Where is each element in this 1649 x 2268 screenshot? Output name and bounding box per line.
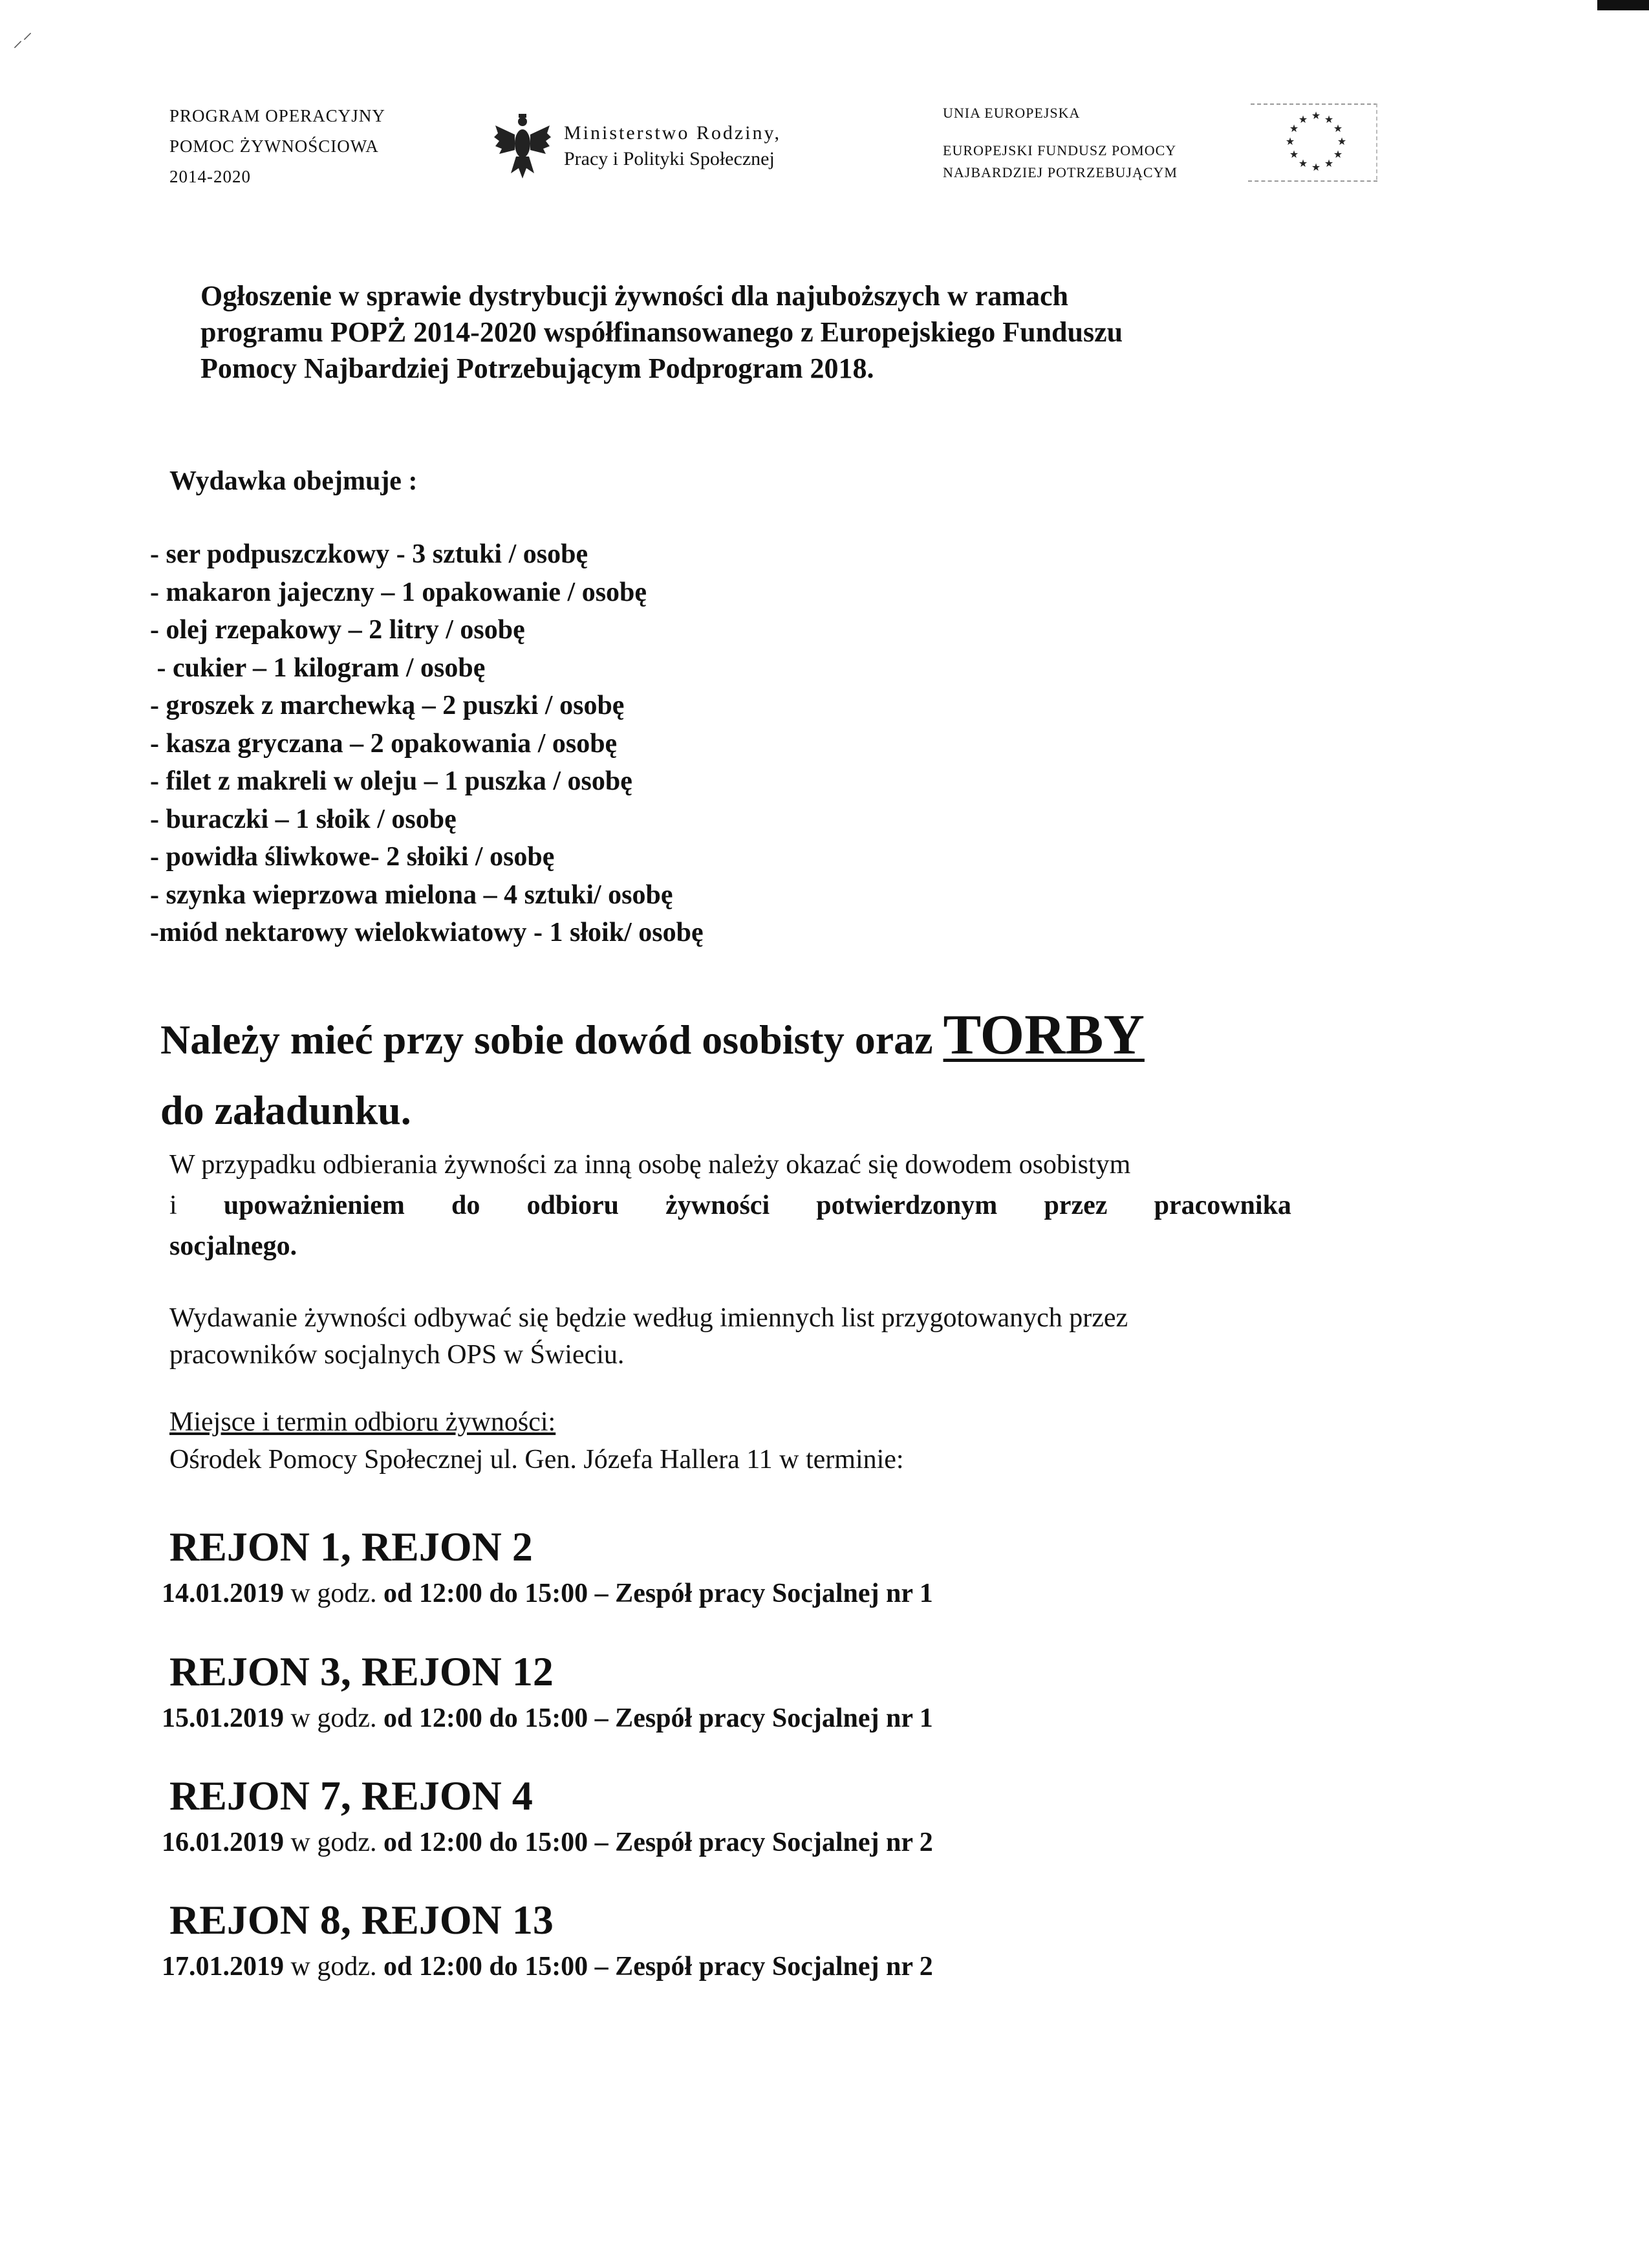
paragraph-line: pracowników socjalnych OPS w Świeciu. xyxy=(169,1340,625,1370)
svg-text:★: ★ xyxy=(1324,113,1334,125)
schedule-hours: od 12:00 do 15:00 – Zespół pracy Socjalnej nr 1 xyxy=(383,1703,933,1733)
food-item: - cukier – 1 kilogram / osobę xyxy=(150,653,486,683)
svg-text:★: ★ xyxy=(1311,109,1321,122)
scan-speck: ⸝⸍ xyxy=(13,30,32,51)
word: przez xyxy=(1044,1191,1108,1220)
schedule-mid: w godz. xyxy=(284,1579,383,1608)
schedule-date-line xyxy=(162,1827,933,1858)
food-item: - olej rzepakowy – 2 litry / osobę xyxy=(150,615,525,645)
title-line: programu POPŻ 2014-2020 współfinansowanego z Europejskiego Funduszu xyxy=(200,316,1123,348)
schedule-hours: od 12:00 do 15:00 – Zespół pracy Socjalnej nr 1 xyxy=(383,1579,933,1608)
ministry-line: Ministerstwo Rodziny, xyxy=(564,122,782,144)
program-line: 2014-2020 xyxy=(169,167,251,186)
title-line: Ogłoszenie w sprawie dystrybucji żywności dla najuboższych w ramach xyxy=(200,280,1068,312)
ministry-line: Pracy i Polityki Społecznej xyxy=(564,148,775,169)
schedule-date: 15.01.2019 xyxy=(162,1703,284,1733)
program-header xyxy=(169,101,473,192)
word: pracownika xyxy=(1154,1191,1291,1220)
word: do xyxy=(451,1191,480,1220)
eu-fund-line: NAJBARDZIEJ POTRZEBUJĄCYM xyxy=(943,164,1178,180)
program-line: POMOC ŻYWNOŚCIOWA xyxy=(169,136,379,156)
title-line: Pomocy Najbardziej Potrzebującym Podprogram 2018. xyxy=(200,352,874,384)
word: odbioru xyxy=(526,1191,619,1220)
schedule-date: 17.01.2019 xyxy=(162,1952,284,1982)
eu-flag xyxy=(1248,102,1377,183)
food-item: - makaron jajeczny – 1 opakowanie / osobę xyxy=(150,577,647,607)
food-item: - buraczki – 1 słoik / osobę xyxy=(150,804,457,834)
svg-text:★: ★ xyxy=(1324,157,1334,169)
issue-label: Wydawka obejmuje : xyxy=(169,466,418,496)
food-item: - powidła śliwkowe- 2 słoiki / osobę xyxy=(150,842,555,872)
svg-text:★: ★ xyxy=(1337,135,1347,147)
notice-continuation: do załadunku. xyxy=(160,1087,411,1133)
paragraph-line: Wydawanie żywności odbywać się będzie według imiennych list przygotowanych przez xyxy=(169,1303,1128,1333)
paragraph-line: W przypadku odbierania żywności za inną osobę należy okazać się dowodem osobistym xyxy=(169,1150,1131,1180)
food-items-list xyxy=(150,535,704,952)
schedule-mid: w godz. xyxy=(284,1703,383,1733)
schedule-regions: REJON 3, REJON 12 xyxy=(169,1648,554,1694)
scan-corner-mark xyxy=(1597,0,1649,10)
svg-text:★: ★ xyxy=(1311,161,1321,173)
schedule-regions: REJON 7, REJON 4 xyxy=(169,1773,533,1819)
paragraph-line-justified xyxy=(169,1185,1291,1226)
place-address: Ośrodek Pomocy Społecznej ul. Gen. Józefa Hallera 11 w terminie: xyxy=(169,1445,904,1474)
eu-fund-line: EUROPEJSKI FUNDUSZ POMOCY xyxy=(943,142,1177,158)
svg-text:★: ★ xyxy=(1333,122,1343,135)
notice-text: Należy mieć przy sobie dowód osobisty oraz xyxy=(160,1017,943,1063)
announcement-title xyxy=(200,278,1364,387)
eu-header xyxy=(943,102,1260,184)
schedule-mid: w godz. xyxy=(284,1828,383,1857)
word: upoważnieniem xyxy=(223,1191,405,1220)
svg-text:★: ★ xyxy=(1289,148,1299,160)
food-item: - groszek z marchewką – 2 puszki / osobę xyxy=(150,691,625,720)
schedule-date-line xyxy=(162,1578,933,1609)
ministry-name xyxy=(564,120,874,172)
svg-text:★: ★ xyxy=(1333,148,1343,160)
eu-union-label: UNIA EUROPEJSKA xyxy=(943,105,1081,121)
food-item: -miód nektarowy wielokwiatowy - 1 słoik/ osobę xyxy=(150,918,704,947)
schedule-mid: w godz. xyxy=(284,1952,383,1982)
schedule-regions: REJON 8, REJON 13 xyxy=(169,1897,554,1943)
schedule-hours: od 12:00 do 15:00 – Zespół pracy Socjalnej nr 2 xyxy=(383,1828,933,1857)
lists-paragraph xyxy=(169,1300,1128,1374)
svg-text:★: ★ xyxy=(1298,157,1308,169)
schedule-regions: REJON 1, REJON 2 xyxy=(169,1524,533,1570)
word: i xyxy=(169,1191,177,1220)
id-and-bags-notice xyxy=(160,1002,1145,1068)
svg-text:★: ★ xyxy=(1298,113,1308,125)
food-item: - filet z makreli w oleju – 1 puszka / osobę xyxy=(150,766,632,796)
program-line: PROGRAM OPERACYJNY xyxy=(169,106,385,125)
food-item: - kasza gryczana – 2 opakowania / osobę xyxy=(150,728,618,759)
bags-emphasis: TORBY xyxy=(943,1004,1145,1066)
schedule-date-line xyxy=(162,1703,933,1734)
word: potwierdzonym xyxy=(816,1191,998,1220)
proxy-pickup-paragraph xyxy=(169,1145,1366,1267)
schedule-date: 14.01.2019 xyxy=(162,1579,284,1608)
svg-text:★: ★ xyxy=(1285,135,1295,147)
eu-star-circle-icon xyxy=(1280,107,1352,178)
paragraph-line: socjalnego. xyxy=(169,1231,297,1261)
polish-eagle-emblem-icon xyxy=(493,111,552,182)
food-item: - ser podpuszczkowy - 3 sztuki / osobę xyxy=(150,539,588,569)
place-label: Miejsce i termin odbioru żywności: xyxy=(169,1407,556,1437)
schedule-date-line xyxy=(162,1951,933,1982)
food-item: - szynka wieprzowa mielona – 4 sztuki/ osobę xyxy=(150,880,673,910)
svg-text:★: ★ xyxy=(1289,122,1299,135)
schedule-date: 16.01.2019 xyxy=(162,1828,284,1857)
word: żywności xyxy=(665,1191,770,1220)
schedule-hours: od 12:00 do 15:00 – Zespół pracy Socjalnej nr 2 xyxy=(383,1952,933,1982)
